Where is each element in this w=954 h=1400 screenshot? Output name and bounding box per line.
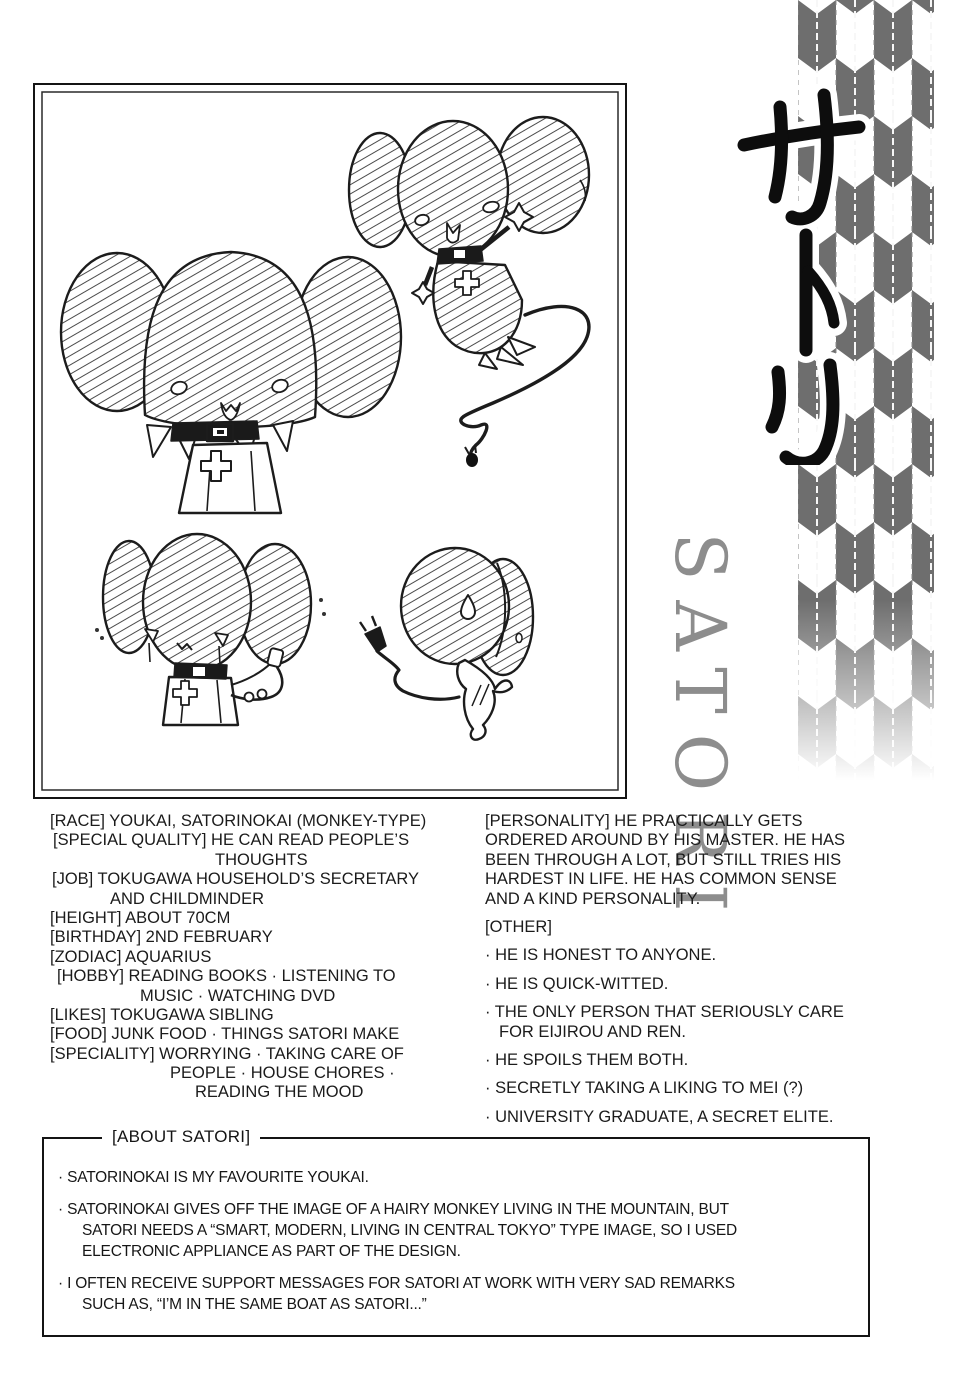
profile-line: MUSIC · WATCHING DVD — [140, 986, 336, 1005]
about-line: · SATORINOKAI GIVES OFF THE IMAGE OF A HAIRY MONKEY LIVING IN THE MOUNTAIN, BUT — [58, 1201, 729, 1218]
profile-line: READING THE MOOD — [195, 1083, 364, 1102]
profile-line: [JOB] TOKUGAWA HOUSEHOLD’S SECRETARY — [52, 870, 420, 889]
profile-line: PEOPLE · HOUSE CHORES · — [170, 1064, 395, 1083]
sketch-panel — [33, 83, 627, 799]
about-box — [42, 1127, 870, 1337]
sketch-bent-view — [360, 548, 533, 740]
title-romaji-satori: SATORI — [659, 532, 741, 932]
about-line: · I OFTEN RECEIVE SUPPORT MESSAGES FOR SATORI AT WORK WITH VERY SAD REMARKS — [58, 1275, 735, 1292]
profile-line: BEEN THROUGH A LOT, BUT STILL TRIES HIS — [485, 850, 842, 869]
profile-line: AND CHILDMINDER — [110, 889, 265, 908]
about-line: SATORI NEEDS A “SMART, MODERN, LIVING IN CENTRAL TOKYO” TYPE IMAGE, SO I USED — [82, 1222, 737, 1239]
title-japanese-satori — [726, 85, 876, 465]
profile-line: [LIKES] TOKUGAWA SIBLING — [50, 1005, 274, 1024]
profile-right-column — [485, 812, 925, 1127]
profile-bullet-wrap: FOR EIJIROU AND REN. — [499, 1022, 687, 1041]
profile-line: [ZODIAC] AQUARIUS — [50, 947, 212, 966]
profile-bullet: · HE IS HONEST TO ANYONE. — [485, 946, 717, 965]
profile-line: [PERSONALITY] HE PRACTICALLY GETS — [485, 812, 803, 830]
about-box-text — [58, 1167, 737, 1315]
profile-bullet: · THE ONLY PERSON THAT SERIOUSLY CARE — [485, 1003, 844, 1022]
character-sketch-canvas — [35, 85, 625, 797]
profile-line: THOUGHTS — [215, 850, 308, 869]
sketch-front-view — [61, 252, 401, 513]
profile-line: AND A KIND PERSONALITY. — [485, 889, 701, 908]
profile-other-heading: [OTHER] — [485, 917, 552, 936]
profile-bullet: · SECRETLY TAKING A LIKING TO MEI (?) — [485, 1079, 804, 1098]
profile-line: [BIRTHDAY] 2ND FEBRUARY — [50, 928, 273, 947]
about-line: SUCH AS, “I’M IN THE SAME BOAT AS SATORI...” — [82, 1296, 427, 1313]
profile-line: [SPECIALITY] WORRYING · TAKING CARE OF — [50, 1044, 404, 1063]
profile-bullet: · HE IS QUICK-WITTED. — [485, 974, 669, 993]
profile-line: [RACE] YOUKAI, SATORINOKAI (MONKEY-TYPE) — [50, 812, 427, 830]
profile-line: HARDEST IN LIFE. HE HAS COMMON SENSE — [485, 870, 837, 889]
about-line: · SATORINOKAI IS MY FAVOURITE YOUKAI. — [58, 1169, 369, 1186]
sketch-crying-view — [95, 534, 326, 725]
profile-line: ORDERED AROUND BY HIS MASTER. HE HAS — [485, 831, 846, 850]
about-line: ELECTRONIC APPLIANCE AS PART OF THE DESIGN. — [82, 1243, 461, 1260]
profile-bullet: · HE SPOILS THEM BOTH. — [485, 1050, 689, 1069]
about-box-label: [ABOUT SATORI] — [102, 1127, 260, 1147]
profile-line: [SPECIAL QUALITY] HE CAN READ PEOPLE’S — [53, 831, 410, 850]
profile-bullet: · UNIVERSITY GRADUATE, A SECRET ELITE. — [485, 1107, 834, 1126]
profile-line: [HEIGHT] ABOUT 70CM — [50, 908, 231, 927]
profile-line: [HOBBY] READING BOOKS · LISTENING TO — [57, 967, 396, 986]
profile-line: [FOOD] JUNK FOOD · THINGS SATORI MAKE — [50, 1025, 400, 1044]
profile-left-column — [50, 812, 490, 1103]
